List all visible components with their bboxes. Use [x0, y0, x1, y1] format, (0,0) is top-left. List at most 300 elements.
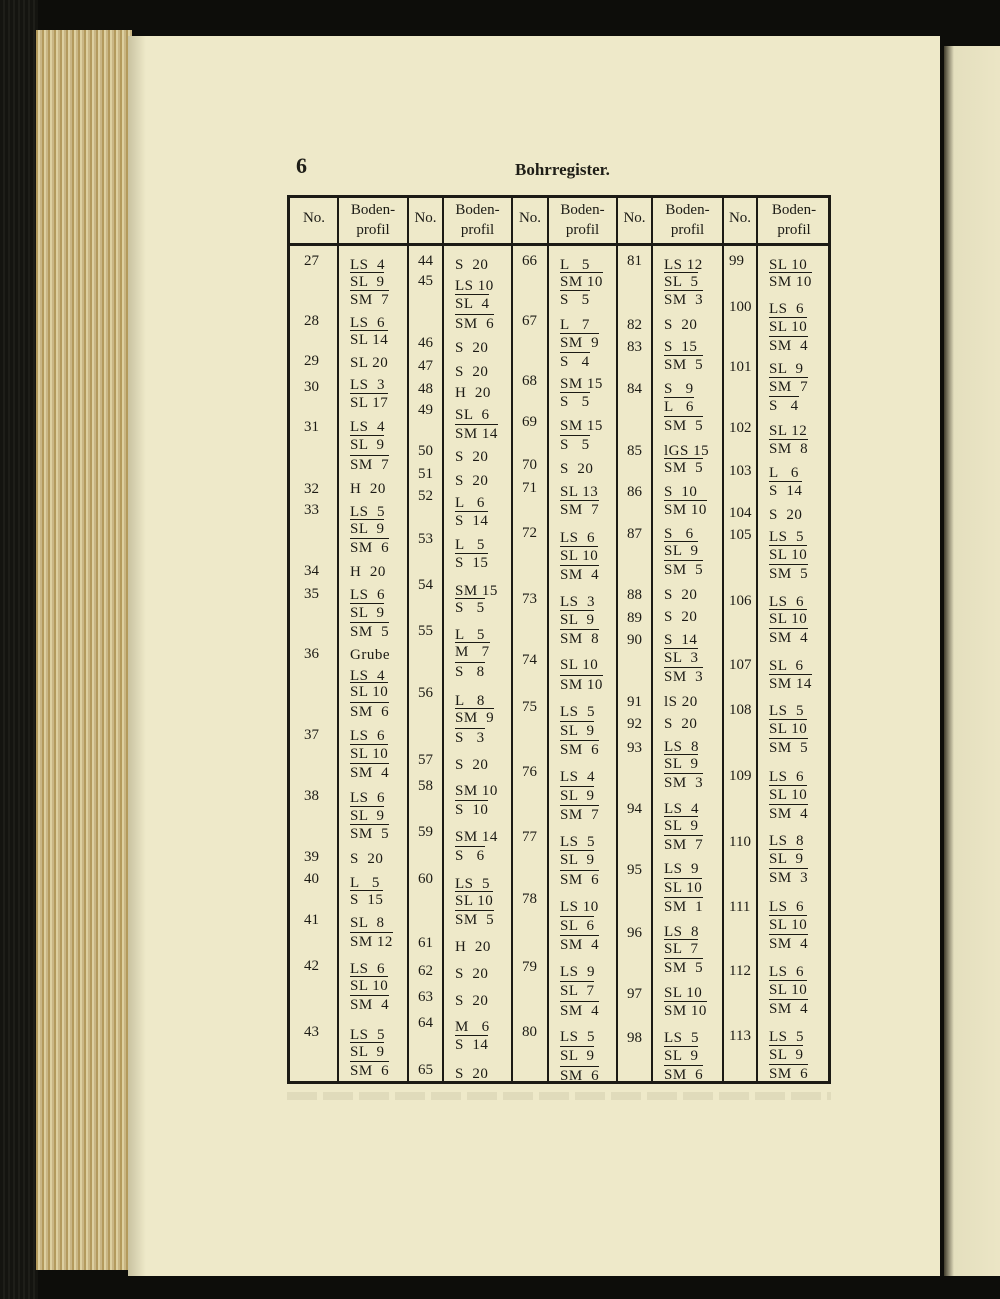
- soil-layer: LS 10: [455, 278, 494, 294]
- header-no: No.: [414, 210, 437, 226]
- bohrung-number: 38: [304, 788, 319, 804]
- soil-layer: S 20: [350, 851, 384, 867]
- soil-layer: SL 10: [769, 787, 808, 803]
- soil-layer: LS 6: [350, 790, 386, 806]
- soil-layer: SL 9: [350, 274, 385, 290]
- soil-layer: LS 5: [769, 1029, 805, 1045]
- soil-layer: S 20: [455, 966, 489, 982]
- bohrung-number: 102: [729, 420, 752, 436]
- soil-layer: SL 14: [350, 332, 389, 348]
- bohrung-number: 65: [418, 1062, 433, 1078]
- soil-layer: S 4: [769, 398, 799, 414]
- bohrung-number: 69: [522, 414, 537, 430]
- soil-layer: S 5: [560, 437, 590, 453]
- soil-layer: SM 9: [560, 335, 600, 351]
- soil-layer: S 9: [664, 381, 694, 397]
- soil-layer: SL 17: [350, 395, 389, 411]
- bohrung-number: 84: [627, 381, 642, 397]
- soil-layer: SM 9: [455, 710, 495, 726]
- soil-layer: LS 6: [769, 769, 805, 785]
- soil-layer: SL 7: [560, 983, 595, 999]
- soil-layer: LS 6: [769, 594, 805, 610]
- header-profil: profil: [565, 222, 600, 238]
- soil-layer: S 20: [560, 461, 594, 477]
- soil-layer: LS 3: [350, 377, 386, 393]
- bohrung-number: 27: [304, 253, 319, 269]
- page-number: 6: [296, 153, 307, 178]
- soil-layer: H 20: [455, 385, 491, 401]
- bohrung-number: 86: [627, 484, 642, 500]
- soil-layer: SL 20: [350, 355, 389, 371]
- soil-layer: SM 12: [350, 934, 393, 950]
- soil-layer: SM 15: [560, 418, 603, 434]
- soil-layer: SM 3: [664, 292, 704, 308]
- bohrung-number: 73: [522, 591, 537, 607]
- soil-layer: SM 15: [455, 583, 498, 599]
- soil-layer: SM 4: [769, 936, 809, 952]
- column-rule: [616, 198, 618, 1081]
- soil-layer: S 4: [560, 354, 590, 370]
- soil-layer: S 15: [664, 339, 698, 355]
- soil-layer: SM 4: [769, 630, 809, 646]
- soil-layer: SM 5: [769, 740, 809, 756]
- bohrung-number: 101: [729, 359, 752, 375]
- soil-layer: LS 6: [350, 961, 386, 977]
- bohrung-number: 83: [627, 339, 642, 355]
- bohrung-number: 51: [418, 466, 433, 482]
- soil-layer: LS 4: [560, 769, 596, 785]
- soil-layer: LS 5: [769, 703, 805, 719]
- bohrung-number: 37: [304, 727, 319, 743]
- soil-layer: L 5: [455, 537, 485, 553]
- soil-layer: SL 7: [664, 941, 699, 957]
- soil-layer: SL 10: [560, 548, 599, 564]
- bohrung-number: 104: [729, 505, 752, 521]
- bohrung-number: 89: [627, 610, 642, 626]
- soil-layer: SM 3: [769, 870, 809, 886]
- header-no: No.: [518, 210, 542, 226]
- soil-layer: SM 5: [664, 460, 704, 476]
- soil-layer: SL 10: [664, 985, 703, 1001]
- soil-layer: S 5: [455, 600, 485, 616]
- bohrung-number: 46: [418, 335, 433, 351]
- soil-layer: SM 7: [664, 837, 704, 853]
- soil-layer: S 20: [455, 757, 489, 773]
- running-head: Bohrregister.: [515, 160, 610, 179]
- soil-layer: SL 9: [664, 818, 699, 834]
- column-rule: [407, 198, 409, 1081]
- bohrung-number: 90: [627, 632, 642, 648]
- soil-layer: SL 9: [664, 1048, 699, 1064]
- soil-layer: SM 4: [769, 1001, 809, 1017]
- book-cover: [0, 0, 38, 1299]
- bohrung-number: 82: [627, 317, 642, 333]
- soil-layer: LS 6: [350, 587, 386, 603]
- header-no: No.: [728, 210, 752, 226]
- bohrung-number: 42: [304, 958, 319, 974]
- soil-layer: SM 15: [560, 376, 603, 392]
- soil-layer: SM 7: [560, 807, 600, 823]
- soil-layer: LS 5: [560, 704, 596, 720]
- soil-layer: LS 9: [560, 964, 596, 980]
- soil-layer: SM 10: [560, 274, 603, 290]
- column-rule: [756, 198, 758, 1081]
- soil-layer: lGS 15: [664, 443, 710, 459]
- bohrung-number: 88: [627, 587, 642, 603]
- soil-layer: SL 13: [560, 484, 599, 500]
- soil-layer: SL 6: [560, 918, 595, 934]
- bohrung-number: 50: [418, 443, 433, 459]
- soil-layer: SL 9: [769, 361, 804, 377]
- soil-layer: SM 4: [350, 997, 390, 1013]
- soil-layer: LS 5: [560, 1029, 596, 1045]
- bohrung-number: 44: [418, 253, 433, 269]
- header-bodenprofil: [654, 200, 722, 240]
- soil-layer: S 14: [664, 632, 698, 648]
- soil-layer: SM 5: [350, 624, 390, 640]
- bohrung-number: 75: [522, 699, 537, 715]
- soil-layer: SL 10: [769, 319, 808, 335]
- bohrung-number: 76: [522, 764, 537, 780]
- bohrung-number: 87: [627, 526, 642, 542]
- bohrung-number: 45: [418, 273, 433, 289]
- soil-layer: LS 5: [560, 834, 596, 850]
- soil-layer: SM 5: [769, 566, 809, 582]
- bohrung-number: 28: [304, 313, 319, 329]
- soil-layer: SM 7: [350, 457, 390, 473]
- bohrung-number: 94: [627, 801, 642, 817]
- soil-layer: SL 9: [560, 788, 595, 804]
- soil-layer: S 20: [664, 716, 698, 732]
- soil-layer: SM 10: [560, 677, 603, 693]
- soil-layer: S 5: [560, 292, 590, 308]
- bohrung-number: 99: [729, 253, 744, 269]
- header-bodenprofil: [549, 200, 617, 240]
- bohrung-number: 32: [304, 481, 319, 497]
- soil-layer: SL 9: [350, 1044, 385, 1060]
- bohrung-number: 33: [304, 502, 319, 518]
- soil-layer: SL 9: [560, 612, 595, 628]
- bohrung-number: 63: [418, 989, 433, 1005]
- header-boden: Boden-: [771, 202, 817, 218]
- bohrung-number: 52: [418, 488, 433, 504]
- bohrung-number: 41: [304, 912, 319, 928]
- soil-layer: L 6: [769, 465, 799, 481]
- bohrung-number: 30: [304, 379, 319, 395]
- bohrung-number: 68: [522, 373, 537, 389]
- soil-layer: SM 6: [350, 704, 390, 720]
- soil-layer: SM 4: [560, 1003, 600, 1019]
- header-profil: profil: [356, 222, 390, 238]
- bohrung-number: 74: [522, 652, 537, 668]
- bohrung-number: 47: [418, 358, 433, 374]
- soil-layer: S 20: [769, 507, 803, 523]
- soil-layer: H 20: [455, 939, 491, 955]
- bohrung-number: 58: [418, 778, 433, 794]
- soil-layer: SM 5: [350, 826, 390, 842]
- soil-layer: SL 9: [350, 605, 385, 621]
- soil-layer: S 10: [664, 484, 698, 500]
- soil-layer: SM 4: [769, 806, 809, 822]
- bohrung-number: 54: [418, 577, 433, 593]
- bohrung-number: 97: [627, 986, 642, 1002]
- soil-layer: SL 9: [769, 851, 804, 867]
- soil-layer: SM 6: [664, 1067, 704, 1083]
- soil-layer: S 20: [455, 257, 489, 273]
- soil-layer: LS 5: [455, 876, 491, 892]
- soil-layer: LS 4: [350, 257, 386, 273]
- soil-layer: SM 6: [350, 1063, 390, 1079]
- header-profil: profil: [777, 222, 811, 238]
- bohrung-number: 98: [627, 1030, 642, 1046]
- bohrung-number: 61: [418, 935, 433, 951]
- bohrung-number: 95: [627, 862, 642, 878]
- bohrung-number: 85: [627, 443, 642, 459]
- soil-layer: SL 10: [769, 982, 808, 998]
- soil-layer: SM 10: [664, 502, 707, 518]
- soil-layer: SL 10: [769, 917, 808, 933]
- show-through: [287, 1092, 831, 1100]
- bohrung-number: 48: [418, 381, 433, 397]
- soil-layer: SM 7: [350, 292, 390, 308]
- header-boden: Boden-: [560, 202, 605, 218]
- soil-layer: S 20: [455, 1066, 489, 1082]
- bohrung-number: 40: [304, 871, 319, 887]
- column-rule: [547, 198, 549, 1081]
- bohrung-number: 77: [522, 829, 537, 845]
- soil-layer: H 20: [350, 564, 386, 580]
- soil-layer: SL 10: [350, 978, 389, 994]
- bohrung-number: 35: [304, 586, 319, 602]
- soil-layer: SL 9: [350, 437, 385, 453]
- soil-layer: lS 20: [664, 694, 698, 710]
- soil-layer: SM 6: [455, 316, 495, 332]
- soil-layer: LS 5: [769, 529, 805, 545]
- soil-layer: SM 6: [769, 1066, 809, 1082]
- soil-layer: SM 14: [769, 676, 812, 692]
- soil-layer: L 8: [455, 693, 485, 709]
- bohrung-number: 56: [418, 685, 433, 701]
- bohrung-number: 108: [729, 702, 752, 718]
- column-rule: [651, 198, 653, 1081]
- soil-layer: LS 5: [664, 1030, 700, 1046]
- bohrung-number: 59: [418, 824, 433, 840]
- header-profil: profil: [460, 222, 495, 238]
- soil-layer: LS 6: [769, 899, 805, 915]
- header-bodenprofil: [444, 200, 512, 240]
- soil-layer: LS 6: [350, 315, 386, 331]
- soil-layer: SL 10: [769, 547, 808, 563]
- bohrung-number: 29: [304, 353, 319, 369]
- soil-layer: LS 6: [350, 728, 386, 744]
- header-bodenprofil: [760, 200, 828, 240]
- soil-layer: LS 6: [769, 301, 805, 317]
- bohrung-number: 43: [304, 1024, 319, 1040]
- bohrung-number: 67: [522, 313, 537, 329]
- bohrung-number: 81: [627, 253, 642, 269]
- header-bodenprofil: [339, 200, 407, 240]
- soil-layer: SM 6: [560, 872, 600, 888]
- bohrung-number: 79: [522, 959, 537, 975]
- soil-layer: SM 5: [664, 562, 704, 578]
- bohrung-number: 60: [418, 871, 433, 887]
- soil-layer: SM 4: [769, 338, 809, 354]
- header-boden: Boden-: [665, 202, 710, 218]
- bohrung-number: 110: [729, 834, 751, 850]
- soil-layer: SM 14: [455, 829, 498, 845]
- soil-layer: SL 10: [664, 880, 703, 896]
- soil-layer: LS 3: [560, 594, 596, 610]
- soil-layer: LS 4: [664, 801, 700, 817]
- soil-layer: LS 8: [664, 924, 700, 940]
- soil-layer: S 14: [455, 1037, 489, 1053]
- bohrung-number: 72: [522, 525, 537, 541]
- soil-layer: SM 5: [664, 357, 704, 373]
- soil-layer: S 14: [769, 483, 803, 499]
- soil-layer: LS 10: [560, 899, 599, 915]
- soil-layer: SL 10: [769, 611, 808, 627]
- soil-layer: LS 8: [664, 739, 700, 755]
- soil-layer: SM 4: [560, 937, 600, 953]
- bohrung-number: 49: [418, 402, 433, 418]
- bohrung-number: 91: [627, 694, 642, 710]
- soil-layer: L 5: [350, 875, 380, 891]
- soil-layer: SM 6: [560, 742, 600, 758]
- soil-layer: SM 10: [664, 1003, 707, 1019]
- column-rule: [722, 198, 724, 1081]
- soil-layer: S 6: [455, 848, 485, 864]
- soil-layer: SL 9: [560, 723, 595, 739]
- soil-layer: SL 10: [769, 721, 808, 737]
- soil-layer: SL 9: [350, 808, 385, 824]
- soil-layer: S 15: [455, 555, 489, 571]
- soil-layer: LS 12: [664, 257, 703, 273]
- soil-layer: SL 9: [560, 1048, 595, 1064]
- soil-layer: H 20: [350, 481, 386, 497]
- header-boden: Boden-: [455, 202, 500, 218]
- soil-layer: SL 4: [455, 296, 490, 312]
- soil-layer: SM 3: [664, 775, 704, 791]
- soil-layer: SL 9: [664, 756, 699, 772]
- bohrung-number: 105: [729, 527, 752, 543]
- soil-layer: SL 9: [769, 1047, 804, 1063]
- soil-layer: SL 10: [455, 893, 494, 909]
- soil-layer: S 20: [455, 364, 489, 380]
- soil-layer: S 20: [455, 449, 489, 465]
- soil-layer: SM 10: [455, 783, 498, 799]
- soil-layer: SM 5: [664, 960, 704, 976]
- bohrung-number: 55: [418, 623, 433, 639]
- soil-layer: M 6: [455, 1019, 490, 1035]
- soil-layer: SL 3: [664, 650, 699, 666]
- bohrregister-table: [287, 195, 831, 1084]
- gutter-shadow: [128, 36, 146, 1276]
- soil-layer: S 10: [455, 802, 489, 818]
- bohrung-number: 112: [729, 963, 751, 979]
- soil-layer: SM 6: [350, 540, 390, 556]
- soil-layer: L 7: [560, 317, 590, 333]
- soil-layer: LS 5: [350, 504, 386, 520]
- bohrung-number: 96: [627, 925, 642, 941]
- soil-layer: LS 5: [350, 1027, 386, 1043]
- bohrung-number: 39: [304, 849, 319, 865]
- soil-layer: SL 5: [664, 274, 699, 290]
- header-no: No.: [623, 210, 646, 226]
- soil-layer: SL 8: [350, 915, 385, 931]
- soil-layer: S 14: [455, 513, 489, 529]
- bohrung-number: 57: [418, 752, 433, 768]
- soil-layer: SM 5: [455, 912, 495, 928]
- soil-layer: S 5: [560, 394, 590, 410]
- soil-layer: SL 10: [560, 657, 599, 673]
- soil-layer: LS 8: [769, 833, 805, 849]
- bohrung-number: 53: [418, 531, 433, 547]
- soil-layer: S 20: [455, 993, 489, 1009]
- soil-layer: S 20: [455, 473, 489, 489]
- soil-layer: S 20: [664, 587, 698, 603]
- soil-layer: SM 14: [455, 426, 498, 442]
- bohrung-number: 106: [729, 593, 752, 609]
- soil-layer: L 5: [560, 257, 590, 273]
- soil-layer: SM 1: [664, 899, 704, 915]
- bohrung-number: 34: [304, 563, 319, 579]
- bohrung-number: 113: [729, 1028, 751, 1044]
- soil-layer: SL 9: [560, 852, 595, 868]
- soil-layer: SL 9: [350, 521, 385, 537]
- soil-layer: SM 7: [560, 502, 600, 518]
- header-profil: profil: [670, 222, 705, 238]
- bohrung-number: 92: [627, 716, 642, 732]
- header-boden: Boden-: [350, 202, 396, 218]
- bohrung-number: 71: [522, 480, 537, 496]
- column-rule: [442, 198, 444, 1081]
- soil-layer: SM 8: [560, 631, 600, 647]
- soil-layer: S 20: [664, 609, 698, 625]
- soil-layer: S 20: [664, 317, 698, 333]
- soil-layer: SM 6: [560, 1068, 600, 1084]
- soil-layer: LS 6: [769, 964, 805, 980]
- soil-layer: L 6: [664, 399, 694, 415]
- soil-layer: SM 7: [769, 379, 809, 395]
- soil-layer: SM 3: [664, 669, 704, 685]
- bohrung-number: 103: [729, 463, 752, 479]
- bohrung-number: 111: [729, 899, 751, 915]
- soil-layer: SL 12: [769, 423, 808, 439]
- soil-layer: LS 9: [664, 861, 700, 877]
- soil-layer: SL 10: [350, 684, 389, 700]
- bohrung-number: 109: [729, 768, 752, 784]
- soil-layer: M 7: [455, 644, 490, 660]
- soil-layer: LS 4: [350, 419, 386, 435]
- soil-layer: SL 9: [664, 543, 699, 559]
- facing-page-edge: [944, 46, 1000, 1276]
- bohrung-number: 93: [627, 740, 642, 756]
- soil-layer: SM 5: [664, 418, 704, 434]
- bohrung-number: 64: [418, 1015, 433, 1031]
- bohrung-number: 100: [729, 299, 752, 315]
- bohrung-number: 62: [418, 963, 433, 979]
- column-rule: [511, 198, 513, 1081]
- soil-layer: SM 4: [350, 765, 390, 781]
- bohrung-number: 66: [522, 253, 537, 269]
- soil-layer: S 3: [455, 730, 485, 746]
- bohrung-number: 107: [729, 657, 752, 673]
- soil-layer: S 6: [664, 526, 694, 542]
- column-rule: [337, 198, 339, 1081]
- soil-layer: Grube: [350, 647, 390, 663]
- bohrung-number: 78: [522, 891, 537, 907]
- soil-layer: LS 4: [350, 668, 386, 684]
